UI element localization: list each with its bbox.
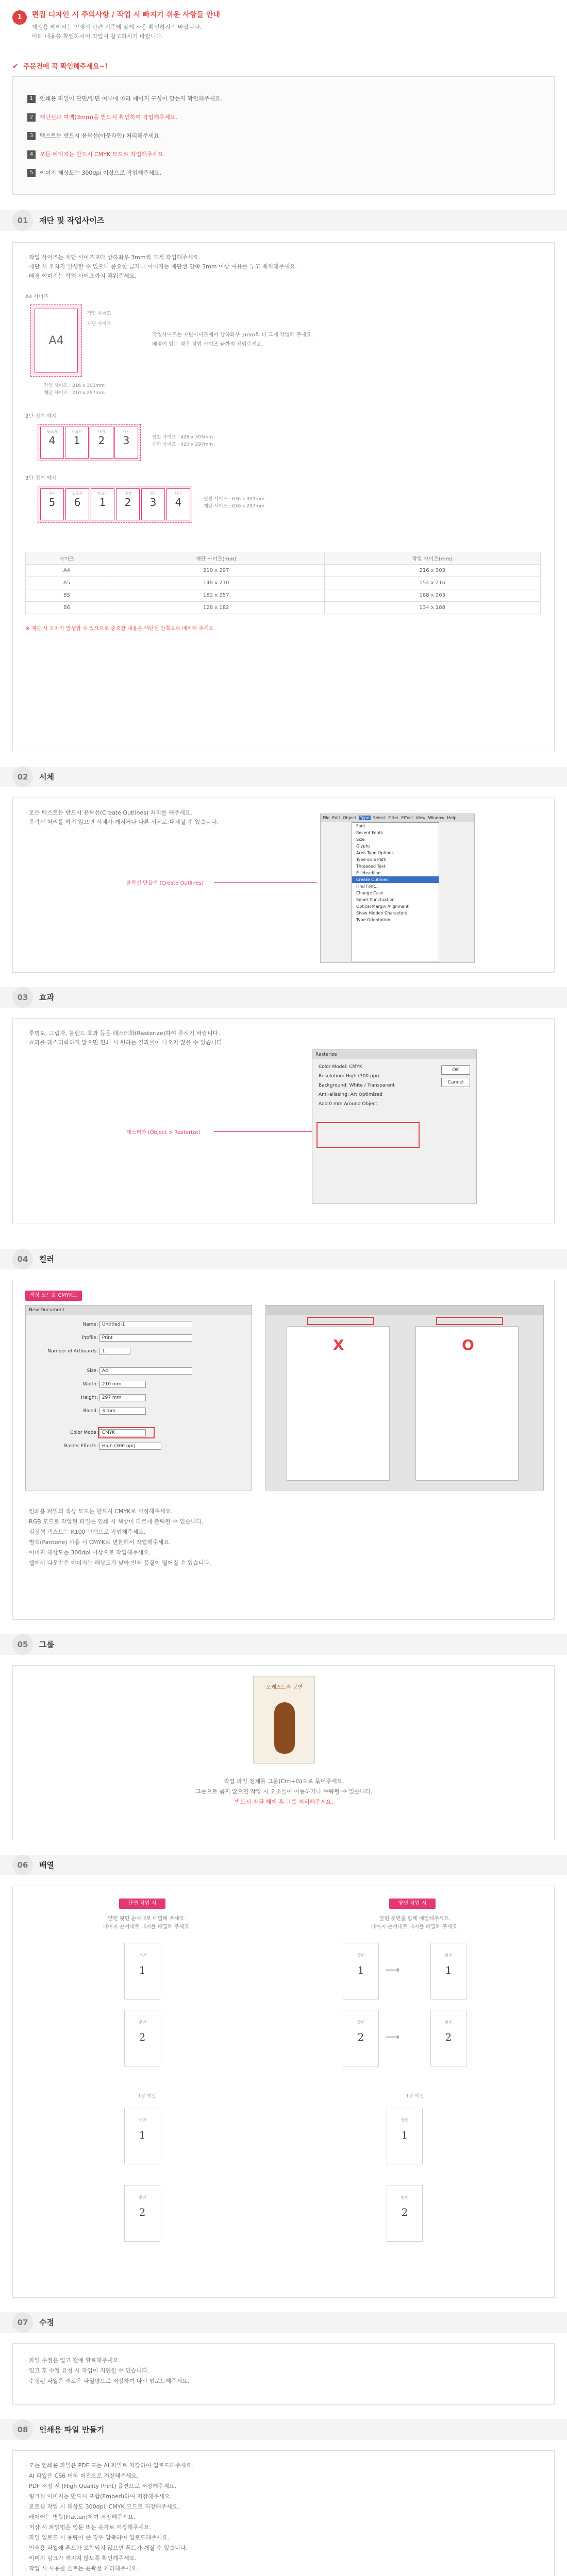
- group-caption: 그룹으로 묶지 않으면 작업 시 요소들이 이동하거나 누락될 수 있습니다.: [195, 1788, 373, 1795]
- menu-item[interactable]: Font: [356, 824, 365, 828]
- a4-side-note: 배경이 있는 경우 작업 사이즈 끝까지 채워주세요.: [152, 342, 263, 347]
- work-size-label: 작업 사이즈: [87, 311, 111, 316]
- section-title: 인쇄용 파일 만들기: [39, 2425, 105, 2434]
- section-title: 재단 및 작업사이즈: [39, 216, 105, 225]
- single-side-tag: 단면 작업 시: [119, 1899, 165, 1909]
- checklist-item: 5 이미지 해상도는 300dpi 이상으로 작업해주세요.: [27, 168, 161, 177]
- checklist-title: 주문전에 꼭 확인해주세요~!: [23, 63, 108, 71]
- fold2-page: 내지 2: [90, 427, 113, 459]
- section-number: 08: [12, 2419, 33, 2440]
- double-side-tag: 양면 작업 시: [389, 1899, 436, 1909]
- page-card: 앞면 1: [387, 2108, 423, 2164]
- bullet: · 레이어는 병합(Flatten)하여 저장해주세요.: [25, 2513, 135, 2521]
- section-header-7: [0, 2312, 567, 2333]
- section-header-4: [0, 1249, 567, 1269]
- dialog-title: Rasterize: [312, 1050, 476, 1059]
- bullet: · 웹에서 다운받은 이미지는 해상도가 낮아 인쇄 품질이 떨어질 수 있습니다.: [25, 1558, 211, 1567]
- toolbar: [266, 1306, 543, 1315]
- menu-dropdown: [352, 822, 439, 961]
- menu-item[interactable]: Fit Headline: [356, 871, 381, 875]
- fold3-page: 내지 2: [116, 488, 140, 520]
- outline-callout: 윤곽선 만들기 (Create Outlines): [126, 880, 204, 886]
- dialog-row[interactable]: Background: White / Transparent: [319, 1083, 395, 1088]
- bullet: · 재단 시 오차가 발생할 수 있으니 중요한 글자나 이미지는 재단선 안쪽 3mm 이상 여유를 두고 배치해주세요.: [25, 262, 297, 270]
- section-title: 그룹: [39, 1640, 54, 1649]
- bullet: · 파일 업로드 시 용량이 큰 경우 압축하여 업로드해주세요.: [25, 2533, 169, 2541]
- layout-label: 1장 배열: [406, 2094, 424, 2099]
- section-header-5: [0, 1634, 567, 1655]
- bullet: · 모든 텍스트는 반드시 윤곽선(Create Outlines) 처리를 해주세요.: [25, 808, 192, 817]
- section-header-6: [0, 1855, 567, 1875]
- section-8-panel: [12, 2450, 555, 2576]
- bullet: · 별색(Pantone) 사용 시 CMYK로 변환해서 작업해주세요.: [25, 1538, 171, 1546]
- section-number: 04: [12, 1249, 33, 1269]
- doc-field: Profile: Print: [41, 1334, 192, 1342]
- cancel-button[interactable]: Cancel: [441, 1078, 470, 1087]
- doc-field: Bleed: 3 mm: [41, 1408, 146, 1415]
- doc-field: Width: 210 mm: [41, 1381, 146, 1388]
- menu-item[interactable]: Optical Margin Alignment: [356, 904, 409, 909]
- violin-image: [274, 1702, 295, 1754]
- fold3-page: 뒷표지 6: [65, 488, 89, 520]
- checklist-item: 1 인쇄용 파일이 단면/양면 여부에 따라 페이지 구성이 맞는지 확인해주세요.: [27, 94, 222, 103]
- menu-item[interactable]: Show Hidden Characters: [356, 911, 407, 916]
- a4-side-note: 작업사이즈는 재단사이즈에서 상하좌우 3mm씩 더 크게 작업해 주세요.: [152, 332, 313, 338]
- fold3-diagram: [38, 486, 192, 523]
- fold3-page: 앞표지 1: [91, 488, 114, 520]
- bullet: · 인쇄용 파일의 색상 모드는 반드시 CMYK로 설정해주세요.: [25, 1507, 173, 1515]
- header-number: 1: [12, 10, 27, 25]
- section-title: 컬러: [39, 1255, 54, 1264]
- bullet: · 작업 시 사용한 폰트는 윤곽선 처리해주세요.: [25, 2564, 138, 2572]
- dialog-row[interactable]: Color Model: CMYK: [319, 1064, 362, 1070]
- section-number: 06: [12, 1855, 33, 1875]
- page-card: 뒷면 1: [430, 1943, 466, 1999]
- fold2-caption: 2단 접지 예시: [25, 414, 57, 419]
- section-6-panel: [12, 1886, 555, 2298]
- doc-field: Number of Artboards: 1: [41, 1348, 130, 1355]
- page-card: 앞면 1: [124, 1943, 160, 1999]
- doc-field: Name: Untitled-1: [41, 1321, 192, 1328]
- rasterize-callout: 래스터화 (Object > Rasterize): [126, 1130, 201, 1136]
- bullet: · PDF 저장 시 [High Quality Print] 옵션으로 저장해주세요.: [25, 2482, 176, 2490]
- checklist-item: 3 텍스트는 반드시 윤곽선(아웃라인) 처리해주세요.: [27, 131, 161, 140]
- doc-field: Size: A4: [41, 1367, 192, 1375]
- wrong-mark: X: [333, 1336, 344, 1353]
- section-number: 01: [12, 210, 33, 231]
- section-4-panel: [12, 1280, 555, 1620]
- correct-mark: O: [462, 1336, 474, 1353]
- fold2-page: 내지 3: [114, 427, 138, 459]
- bullet: · 윤곽선 처리를 하지 않으면 서체가 깨지거나 다른 서체로 대체될 수 있습니다.: [25, 818, 219, 826]
- double-desc: 페이지 순서대로 대지를 배열해 주세요.: [371, 1924, 459, 1930]
- highlight-box: [307, 1317, 374, 1325]
- menu-item[interactable]: Type Orientation: [356, 918, 391, 922]
- doc-field-color-mode: Color Mode: CMYK: [41, 1429, 146, 1436]
- fold3-caption: 3단 접지 예시: [25, 476, 57, 481]
- page-card: 뒷면 2: [124, 2010, 160, 2066]
- checklist-item: 4 모든 이미지는 반드시 CMYK 모드로 작업해주세요.: [27, 150, 165, 159]
- page-card: 앞면 1: [124, 2108, 160, 2164]
- fold3-page: 내지 5: [40, 488, 64, 520]
- menu-item[interactable]: Find Font...: [356, 884, 379, 889]
- new-document-dialog: [25, 1305, 252, 1490]
- header-line2: 재생용 데이터는 인쇄시 관련 기준에 맞게 사용 확인하시기 바랍니다.: [32, 24, 202, 30]
- doc-field: Height: 297 mm: [41, 1394, 146, 1401]
- bullet: · 수정된 파일은 새로운 파일명으로 저장하여 다시 업로드해주세요.: [25, 2377, 189, 2385]
- menu-item[interactable]: Recent Fonts: [356, 831, 383, 835]
- table-header: 재단 사이즈(mm): [108, 552, 325, 565]
- fold2-diagram: [38, 424, 141, 461]
- section-3-panel: [12, 1018, 555, 1224]
- fold2-note: 펼친 사이즈 : 426 x 303mm: [152, 435, 213, 440]
- section-1-panel: [12, 242, 555, 752]
- bullet: · 모든 인쇄용 파일은 PDF 또는 AI 파일로 저장하여 업로드해주세요.: [25, 2461, 193, 2469]
- section-header-2: [0, 767, 567, 787]
- section-number: 07: [12, 2312, 33, 2333]
- page-card: 뒷면 2: [124, 2185, 160, 2242]
- a4-trim-area: A4: [35, 309, 78, 372]
- highlight-box: [436, 1317, 503, 1325]
- menu-bar: File Edit Object Type Select Filter Effect View Window Help: [321, 814, 474, 822]
- bullet: · RGB 모드로 작업된 파일은 인쇄 시 색상이 다르게 출력될 수 있습니다.: [25, 1517, 203, 1526]
- bullet: · 포토샵 작업 시 해상도 300dpi, CMYK 모드로 저장해주세요.: [25, 2502, 179, 2511]
- section-2-panel: [12, 798, 555, 973]
- menu-item[interactable]: Glyphs: [356, 844, 371, 849]
- section-header-8: [0, 2419, 567, 2440]
- section-title: 효과: [39, 993, 54, 1002]
- section-5-panel: [12, 1665, 555, 1840]
- single-desc: 페이지 순서대로 대지를 배열해 주세요.: [103, 1924, 191, 1930]
- table-header: 작업 사이즈(mm): [324, 552, 541, 565]
- menu-item[interactable]: Threaded Text: [356, 864, 386, 869]
- highlight-box: [316, 1122, 420, 1148]
- header-line1: 편집 디자인 시 주의사항 / 작업 시 빠지기 쉬운 사항들 안내: [32, 11, 220, 19]
- bullet: · 링크된 이미지는 반드시 포함(Embed)하여 저장해주세요.: [25, 2492, 172, 2500]
- section-number: 02: [12, 767, 33, 787]
- doc-field: Raster Effects: High (300 ppi): [41, 1443, 161, 1450]
- color-panel-screenshot: [265, 1305, 544, 1490]
- menu-item[interactable]: Smart Punctuation: [356, 897, 395, 902]
- fold3-page: 내지 3: [141, 488, 165, 520]
- menu-item[interactable]: Size: [356, 837, 365, 842]
- page-card: 앞면 1: [343, 1943, 379, 1999]
- bullet: · 파일 수정은 입고 전에 완료해주세요.: [25, 2356, 120, 2364]
- bullet: · 효과를 래스터화하지 않으면 인쇄 시 원하는 결과물이 나오지 않을 수 있습니다.: [25, 1038, 224, 1046]
- page-card: 뒷면 2: [430, 2010, 466, 2066]
- menu-item-create-outlines[interactable]: Create Outlines: [352, 876, 439, 883]
- a4-note: 작업 사이즈 : 216 x 303mm: [44, 383, 105, 388]
- table-row: A4 210 x 297 216 x 303: [26, 565, 541, 577]
- section-title: 서체: [39, 772, 54, 782]
- table-header: 사이즈: [26, 552, 108, 565]
- section-header-3: [0, 987, 567, 1008]
- menu-item[interactable]: Change Case: [356, 891, 383, 895]
- dialog-row[interactable]: Resolution: High (300 ppi): [319, 1074, 379, 1079]
- rasterize-dialog: [312, 1049, 477, 1204]
- menu-item[interactable]: Type on a Path: [356, 857, 387, 862]
- fold3-note: 재단 사이즈 : 630 x 297mm: [204, 504, 265, 509]
- section-title: 수정: [39, 2318, 54, 2327]
- bullet: · 인쇄용 파일에 폰트가 포함되지 않으면 폰트가 깨질 수 있습니다.: [25, 2544, 188, 2552]
- size-table: [25, 552, 541, 614]
- menu-item[interactable]: Area Type Options: [356, 851, 394, 855]
- checklist-item: 2 재단선과 여백(3mm)을 반드시 확인하여 작업해주세요.: [27, 113, 177, 122]
- bullet: · 작업 사이즈는 재단 사이즈보다 상하좌우 3mm씩 크게 작업해주세요.: [25, 253, 201, 261]
- dialog-title: New Document: [26, 1306, 252, 1315]
- page-card: 뒷면 2: [387, 2185, 423, 2242]
- group-caption: 반드시 잠금 해제 후 그룹 처리해주세요.: [235, 1799, 333, 1805]
- size-warning: ※ 재단 시 오차가 발생할 수 있으므로 중요한 내용은 재단선 안쪽으로 배치해 주세요.: [25, 626, 215, 632]
- layout-label: 1장 배열: [138, 2094, 156, 2099]
- ok-button[interactable]: OK: [441, 1065, 470, 1075]
- arrow-icon: ⟶: [385, 1963, 400, 1976]
- header: [0, 0, 567, 52]
- callout-line: [214, 1131, 312, 1132]
- trim-size-label: 재단 사이즈: [87, 321, 111, 327]
- page-card: 앞면 2: [343, 2010, 379, 2066]
- section-number: 05: [12, 1634, 33, 1655]
- callout-line: [214, 882, 317, 883]
- highlight-box: [98, 1427, 155, 1438]
- fold3-page: 내지 4: [166, 488, 190, 520]
- poster-title: 오케스트라 공연: [266, 1685, 303, 1690]
- table-row: B5 182 x 257 188 x 263: [26, 589, 541, 602]
- group-caption: 작업 파일 전체를 그룹(Ctrl+G)으로 묶어주세요.: [224, 1778, 344, 1785]
- bullet: · 저장 시 파일명은 영문 또는 숫자로 저장해주세요.: [25, 2523, 151, 2531]
- dialog-row[interactable]: Anti-aliasing: Art Optimized: [319, 1092, 382, 1097]
- bullet: · 검정색 텍스트는 K100 단색으로 작업해주세요.: [25, 1528, 145, 1536]
- checklist-heading: [12, 61, 108, 71]
- bullet: · 이미지 링크가 깨지지 않도록 확인해주세요.: [25, 2554, 137, 2562]
- illustrator-type-menu: [320, 814, 475, 963]
- section-number: 03: [12, 987, 33, 1008]
- cmyk-tag: 색상 모드를 CMYK로: [25, 1291, 82, 1301]
- arrow-icon: ⟶: [385, 2030, 400, 2043]
- check-icon: ✔: [12, 62, 19, 71]
- table-row: A5 148 x 210 154 x 216: [26, 577, 541, 589]
- fold2-note: 재단 사이즈 : 420 x 297mm: [152, 442, 213, 447]
- bullet: · 배경 이미지는 작업 사이즈까지 채워주세요.: [25, 272, 137, 280]
- bullet: · 입고 후 수정 요청 시 작업이 지연될 수 있습니다.: [25, 2366, 149, 2375]
- section-title: 배열: [39, 1860, 54, 1870]
- a4-note: 재단 사이즈 : 210 x 297mm: [44, 391, 105, 396]
- a4-caption: A4 사이즈: [25, 294, 49, 300]
- table-row: B6 128 x 182 134 x 188: [26, 602, 541, 614]
- poster-preview: [253, 1676, 315, 1764]
- fold2-page: 뒷표지 4: [40, 427, 64, 459]
- checklist-panel: [12, 76, 555, 195]
- fold3-note: 펼친 사이즈 : 636 x 303mm: [204, 497, 265, 502]
- dialog-row[interactable]: Add 0 mm Around Object: [319, 1101, 377, 1107]
- fold2-page: 앞표지 1: [65, 427, 89, 459]
- bullet: · 이미지 해상도는 300dpi 이상으로 작업해주세요.: [25, 1548, 151, 1556]
- section-header-1: [0, 210, 567, 231]
- single-desc: 앞면 뒷면 순서대로 배열해 주세요.: [108, 1916, 186, 1922]
- section-7-panel: [12, 2343, 555, 2405]
- header-line3: 아래 내용을 확인하시어 작업시 참고하시기 바랍니다.: [32, 33, 163, 40]
- bullet: · AI 파일은 CS6 이하 버전으로 저장해주세요.: [25, 2471, 139, 2480]
- bullet: · 투명도, 그림자, 블렌드 효과 등은 래스터화(Rasterize)하여 주시기 바랍니다.: [25, 1029, 220, 1037]
- double-desc: 앞면 뒷면을 함께 배열해주세요.: [379, 1916, 451, 1922]
